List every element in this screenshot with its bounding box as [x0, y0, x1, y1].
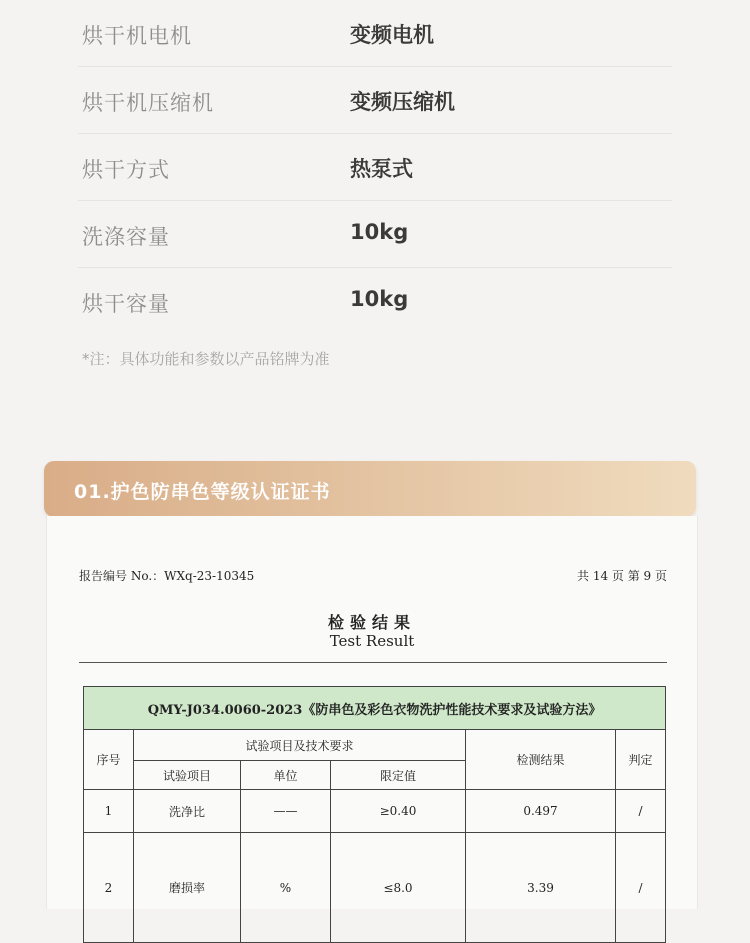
spec-label: 烘干方式: [82, 158, 170, 182]
cell-limit: ≤8.0: [331, 833, 466, 943]
spec-row: [78, 0, 672, 67]
spec-value: 10kg: [350, 220, 409, 244]
spec-label: 洗涤容量: [82, 225, 170, 249]
spec-value: 10kg: [350, 287, 409, 311]
header-limit: 限定值: [331, 761, 466, 790]
standard-row: [84, 687, 666, 730]
divider: [79, 662, 667, 663]
spec-value: 热泵式: [350, 157, 413, 181]
spec-label: 烘干机电机: [82, 24, 192, 48]
cell-unit: %: [241, 833, 331, 943]
page-info: 共 14 页 第 9 页: [577, 569, 667, 583]
spec-value: 变频电机: [350, 23, 434, 47]
header-result: 检测结果: [466, 730, 616, 790]
cell-limit: ≥0.40: [331, 790, 466, 833]
test-result-table: [83, 686, 666, 943]
header-item-group: 试验项目及技术要求: [134, 730, 466, 761]
spec-label: 烘干容量: [82, 292, 170, 316]
cell-result: 3.39: [466, 833, 616, 943]
header-item: 试验项目: [134, 761, 241, 790]
header-row: [84, 730, 666, 761]
spec-value: 变频压缩机: [350, 90, 455, 114]
report-number: 报告编号 No.：WXq-23-10345: [79, 569, 255, 583]
document-subtitle: Test Result: [329, 632, 415, 650]
spec-row: [78, 201, 672, 268]
spec-row: [78, 268, 672, 334]
cell-judgement: /: [616, 790, 666, 833]
spec-label: 烘干机压缩机: [82, 91, 214, 115]
spec-list: [78, 0, 672, 334]
standard-title: QMY-J034.0060-2023《防串色及彩色衣物洗护性能技术要求及试验方法》: [84, 687, 666, 730]
header-judgement: 判定: [616, 730, 666, 790]
table-row: [84, 790, 666, 833]
cell-result: 0.497: [466, 790, 616, 833]
certificate-document: [46, 516, 698, 909]
header-seq: 序号: [84, 730, 134, 790]
table-row: [84, 833, 666, 943]
section-banner: [44, 461, 696, 517]
document-title: 检验结果: [327, 613, 416, 632]
cell-seq: 2: [84, 833, 134, 943]
spec-row: [78, 67, 672, 134]
banner-title: 01.护色防串色等级认证证书: [74, 481, 331, 503]
cell-unit: ——: [241, 790, 331, 833]
cell-judgement: /: [616, 833, 666, 943]
disclaimer-note: *注：具体功能和参数以产品铭牌为准: [82, 350, 330, 368]
cell-seq: 1: [84, 790, 134, 833]
cell-item: 磨损率: [134, 833, 241, 943]
cell-item: 洗净比: [134, 790, 241, 833]
header-unit: 单位: [241, 761, 331, 790]
spec-row: [78, 134, 672, 201]
